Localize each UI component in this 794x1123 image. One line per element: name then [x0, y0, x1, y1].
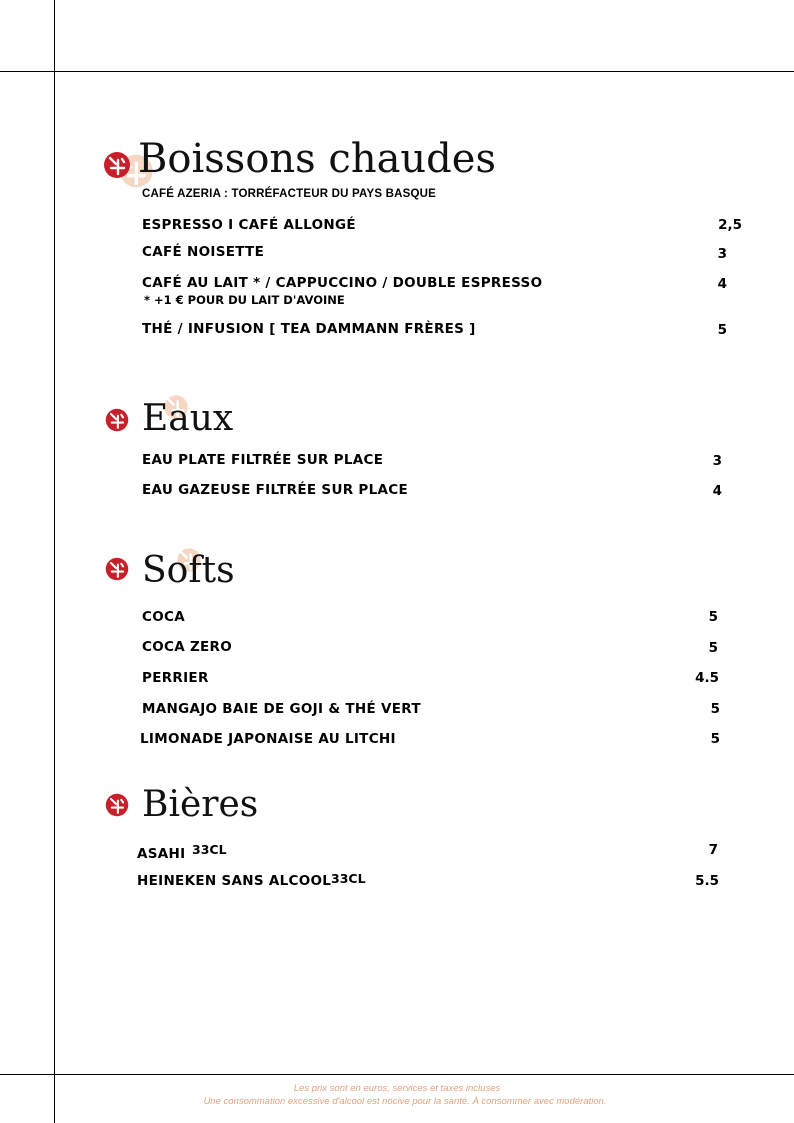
menu-item-price: 7: [708, 842, 718, 858]
section-subtitle: CAFÉ AZERIA : TORRÉFACTEUR DU PAYS BASQUE: [142, 188, 437, 200]
menu-item-name: ASAHI: [137, 846, 186, 862]
section-title-water: Eaux: [142, 398, 234, 439]
menu-item-price: 5.5: [695, 873, 719, 889]
menu-item-price: 5: [708, 640, 718, 656]
brand-logo-icon: [104, 556, 130, 582]
footer-price-notice: Les prix sont en euros, services et taxes incluses: [293, 1083, 501, 1094]
menu-item-size: 33CL: [331, 871, 366, 886]
menu-item-name: LIMONADE JAPONAISE AU LITCHI: [140, 731, 396, 747]
menu-item-name: EAU PLATE FILTRÉE SUR PLACE: [142, 452, 384, 468]
section-title-softs: Softs: [142, 550, 235, 591]
menu-item-name: ESPRESSO I CAFÉ ALLONGÉ: [142, 217, 356, 233]
menu-item-name: COCA ZERO: [142, 639, 233, 655]
menu-item-note: * +1 € POUR DU LAIT D'AVOINE: [144, 293, 345, 307]
menu-item-price: 5: [717, 322, 727, 338]
menu-item-name: PERRIER: [142, 670, 209, 686]
menu-item-name: EAU GAZEUSE FILTRÉE SUR PLACE: [142, 482, 408, 498]
menu-item-name: CAFÉ AU LAIT * / CAPPUCCINO / DOUBLE ESPRESSO: [142, 275, 543, 291]
brand-logo-icon: [102, 150, 132, 180]
menu-item-price: 2,5: [718, 217, 742, 233]
menu-item-price: 3: [717, 246, 727, 262]
menu-item-price: 4: [717, 276, 727, 292]
menu-item-name: COCA: [142, 609, 185, 625]
menu-item-price: 3: [712, 453, 722, 469]
left-rule: [54, 0, 55, 1123]
menu-item-name: HEINEKEN SANS ALCOOL: [137, 873, 332, 889]
top-rule: [0, 71, 794, 72]
brand-logo-icon: [104, 792, 130, 818]
menu-item-price: 4.5: [695, 670, 719, 686]
menu-item-price: 5: [708, 609, 718, 625]
menu-item-size: 33CL: [192, 842, 227, 857]
brand-logo-icon: [104, 407, 130, 433]
section-title-beers: Bières: [142, 784, 259, 825]
bottom-rule: [0, 1074, 794, 1075]
menu-item-price: 5: [710, 731, 720, 747]
menu-item-name: MANGAJO BAIE DE GOJI & THÉ VERT: [142, 701, 421, 717]
menu-item-price: 5: [710, 701, 720, 717]
footer-alcohol-warning: Une consommation excessive d'alcool est nocive pour la santé. À consommer avec modération.: [203, 1096, 607, 1107]
section-title-hot-drinks: Boissons chaudes: [138, 136, 496, 182]
menu-item-name: THÉ / INFUSION [ TEA DAMMANN FRÈRES ]: [142, 321, 476, 337]
menu-item-price: 4: [712, 483, 722, 499]
menu-item-name: CAFÉ NOISETTE: [142, 244, 265, 260]
